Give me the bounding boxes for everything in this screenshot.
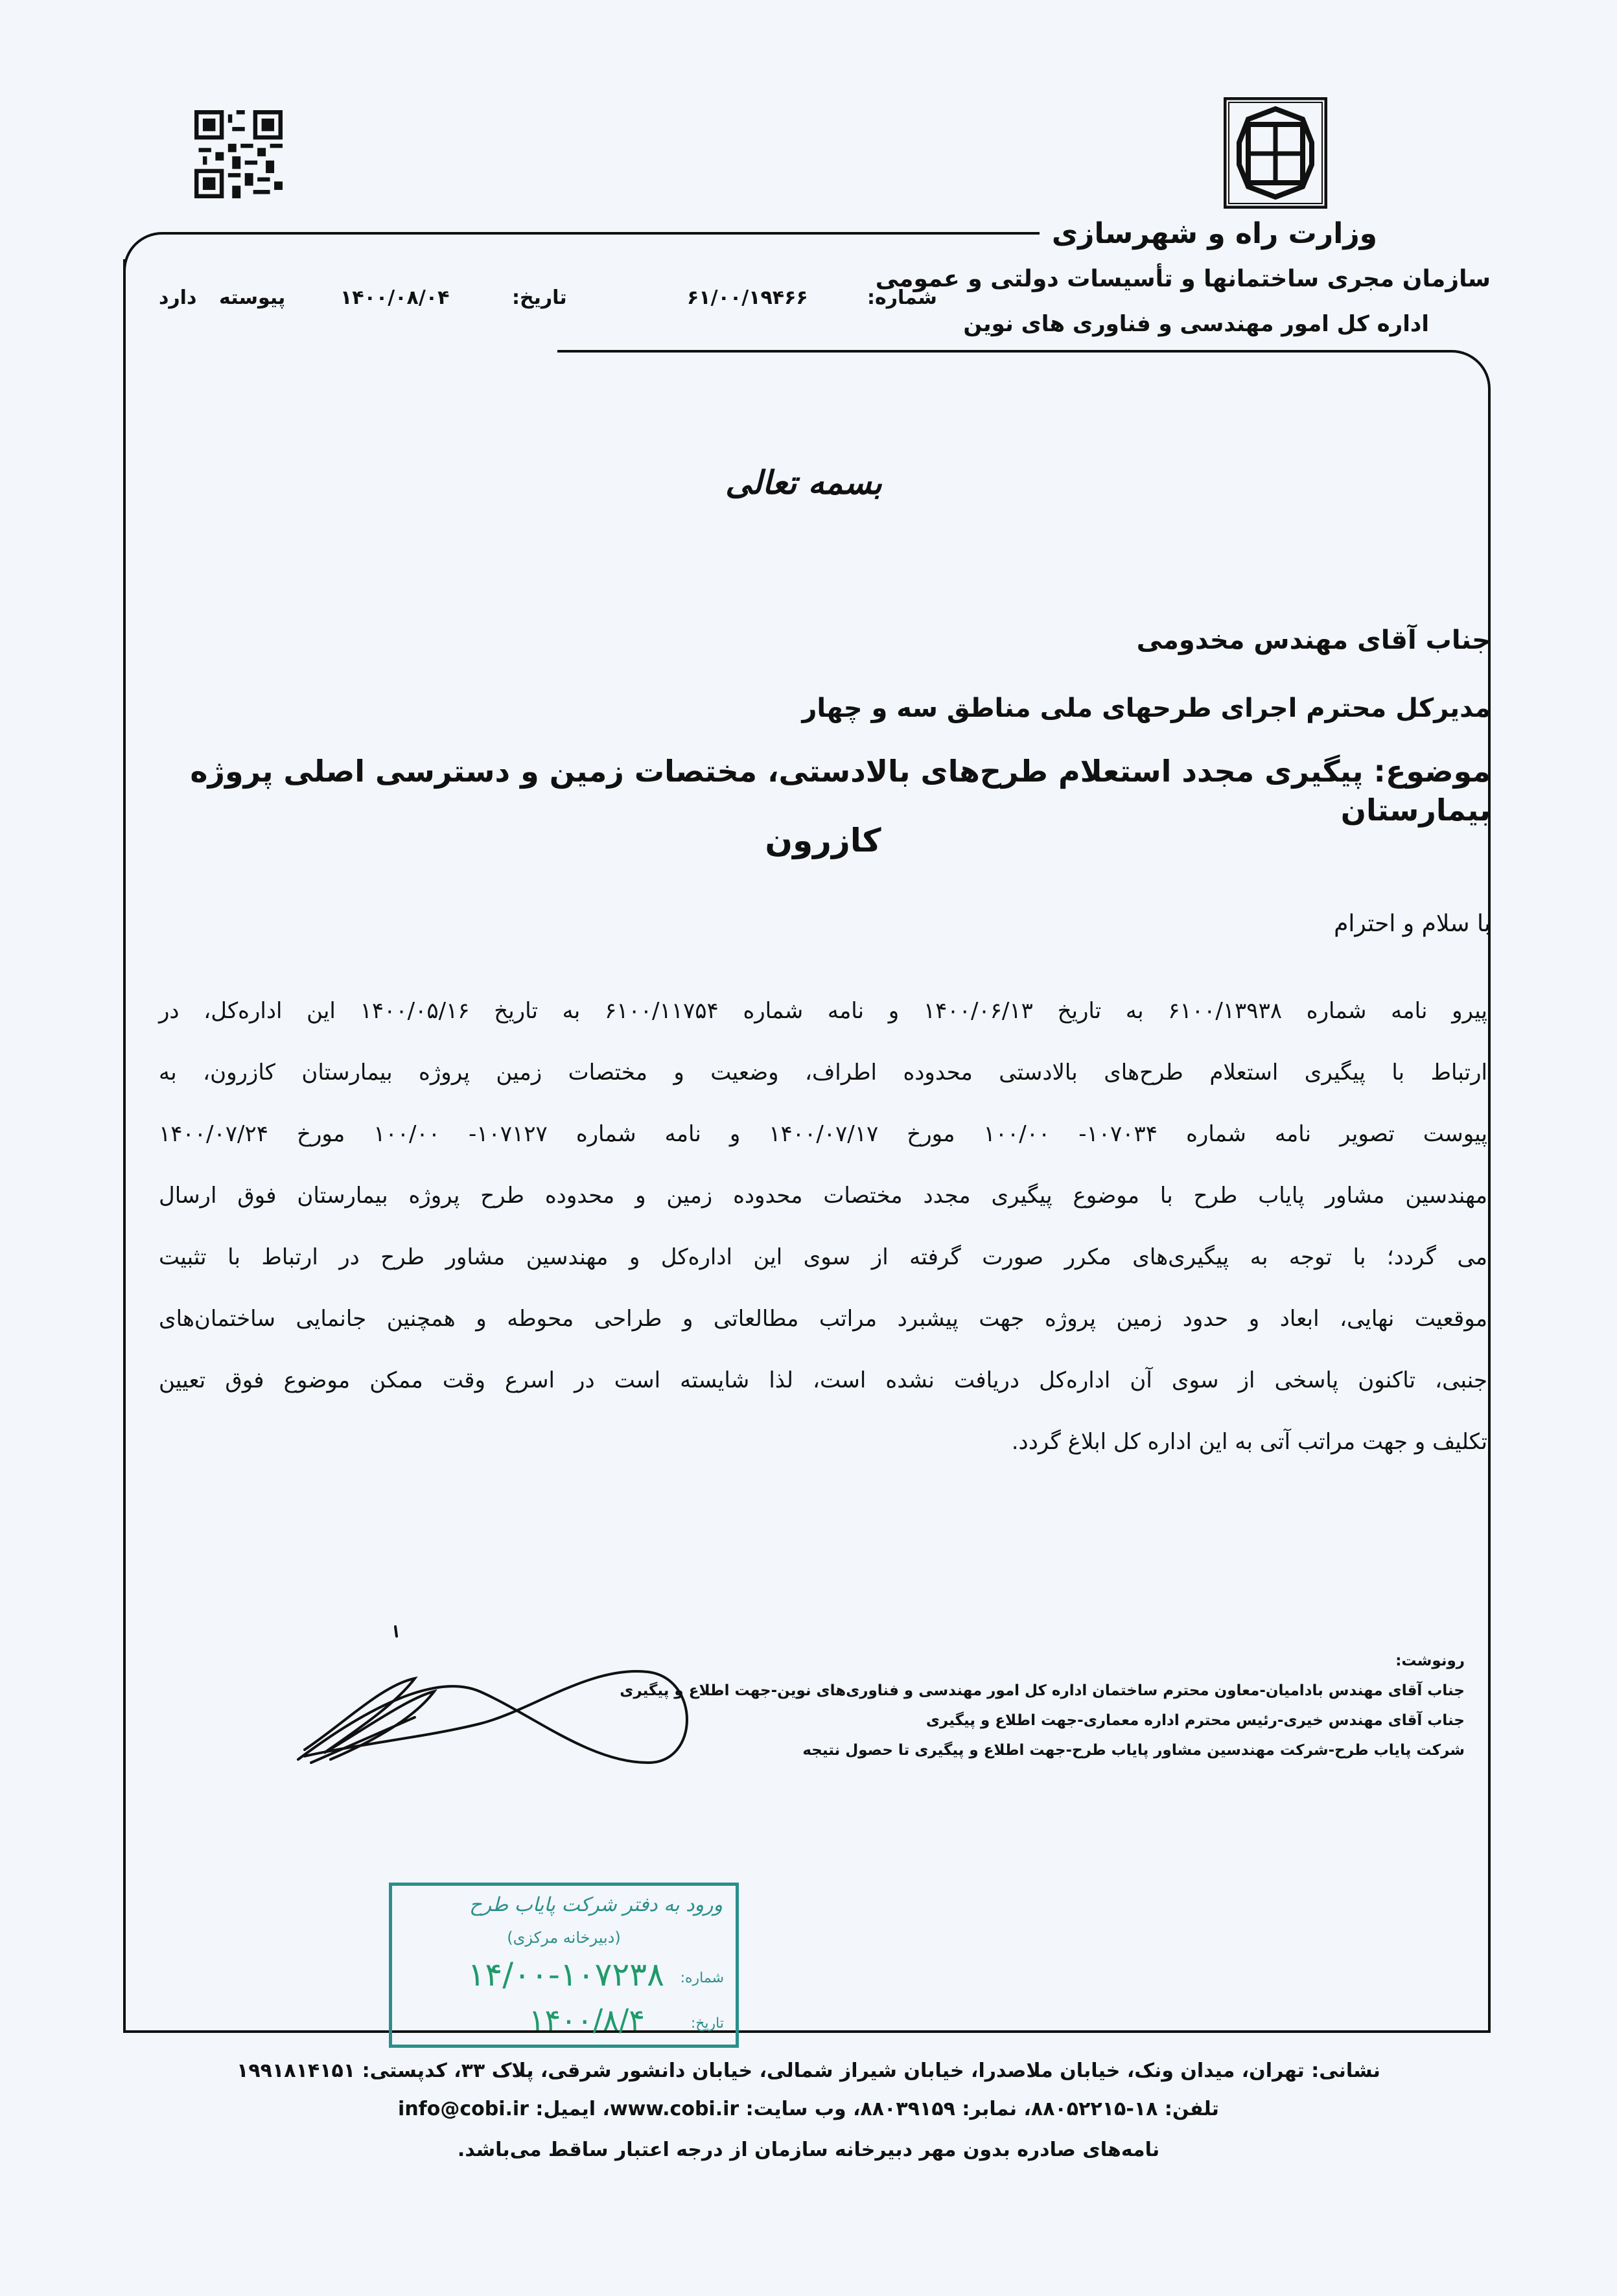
body-line: موقعیت نهایی، ابعاد و حدود زمین پروژه جهت پیشبرد مراتب مطالعاتی و طراحی محوطه و همچنین جانمایی ساختمان‌های [159, 1306, 1487, 1332]
frame-border-left [123, 259, 126, 2032]
stamp-number-value: ۱۴/۰۰-۱۰۷۲۳۸ [467, 1956, 664, 1993]
greeting: با سلام و احترام [1334, 910, 1491, 937]
body-line: جنبی، تاکنون پاسخی از سوی آن اداره‌کل دریافت نشده است، لذا شایسته است در اسرع وقت ممکن موضوع فوق تعیین [159, 1367, 1487, 1393]
frame-border-bottom [123, 2030, 1491, 2033]
frame-border-header-separator [557, 350, 1491, 404]
stamp-subtitle: (دبیرخانه مرکزی) [507, 1929, 621, 1947]
stamp-number-label: شماره: [680, 1970, 724, 1986]
department-name: اداره کل امور مهندسی و فناوری های نوین [963, 311, 1429, 337]
footer-contact: تلفن: ۱۸-۸۸۰۵۲۲۱۵، نمابر: ۸۸۰۳۹۱۵۹، وب سایت: www.cobi.ir، ایمیل: info@cobi.ir [398, 2098, 1219, 2120]
body-line: مهندسین مشاور پایاب طرح با موضوع پیگیری مجدد مختصات محدوده زمین و محدوده طرح پروژه بیمارستان فوق ارسال [159, 1183, 1487, 1209]
footer-notice: نامه‌های صادره بدون مهر دبیرخانه سازمان از درجه اعتبار ساقط می‌باشد. [457, 2139, 1160, 2161]
addressee-title: مدیرکل محترم اجرای طرحهای ملی مناطق سه و چهار [802, 693, 1491, 723]
stamp-date-label: تاریخ: [690, 2015, 724, 2032]
cc-item: جناب آقای مهندس خیری-رئیس محترم اداره معماری-جهت اطلاع و پیگیری [925, 1712, 1465, 1729]
attachment-label: پیوسته [219, 286, 286, 309]
cc-list [363, 1646, 1465, 1765]
body-line: پیرو نامه شماره ۶۱۰۰/۱۳۹۳۸ به تاریخ ۱۴۰۰/۰۶/۱۳ و نامه شماره ۶۱۰۰/۱۱۷۵۴ به تاریخ ۱۴۰۰/۰۵/۱۶ این اداره‌کل، در [159, 998, 1488, 1024]
stamp-date-value: ۱۴۰۰/۸/۴ [528, 2002, 645, 2037]
frame-border-top [123, 232, 1040, 280]
number-label: شماره: [867, 286, 937, 309]
stamp-title: ورود به دفتر شرکت پایاب طرح [469, 1894, 723, 1916]
date-label: تاریخ: [512, 286, 567, 309]
letter-body [159, 985, 1487, 1478]
cc-item: شرکت پایاب طرح-شرکت مهندسین مشاور پایاب طرح-جهت اطلاع و پیگیری تا حصول نتیجه [802, 1742, 1465, 1759]
number-value: ۶۱/۰۰/۱۹۴۶۶ [687, 286, 808, 309]
body-line: تکلیف و جهت مراتب آتی به این اداره کل ابلاغ گردد. [1011, 1429, 1487, 1455]
body-line: می گردد؛ با توجه به پیگیری‌های مکرر صورت گرفته از سوی این اداره‌کل و مهندسین مشاور طرح در ارتباط با تثبیت [159, 1244, 1487, 1270]
qr-code-icon [194, 110, 283, 198]
date-value: ۱۴۰۰/۰۸/۰۴ [340, 286, 450, 309]
footer-address: نشانی: تهران، میدان ونک، خیابان ملاصدرا، خیابان شیراز شمالی، خیابان دانشور شرقی، پلاک ۳۳، کدپستی: ۱۹۹۱۸۱۴۱۵۱ [237, 2059, 1380, 2082]
attachment-value: دارد [159, 286, 197, 309]
ministry-emblem-icon [1224, 97, 1327, 209]
subject-line-continued: کازرون [765, 822, 881, 859]
cc-title: رونوشت: [1395, 1652, 1465, 1669]
addressee-name: جناب آقای مهندس مخدومی [1136, 625, 1491, 655]
subject-line: موضوع: پیگیری مجدد استعلام طرح‌های بالادستی، مختصات زمین و دسترسی اصلی پروژه بیمارستان [190, 754, 1491, 828]
receipt-stamp [389, 1883, 739, 2048]
organization-name: سازمان مجری ساختمانها و تأسیسات دولتی و عمومی [875, 266, 1491, 292]
body-line: ارتباط با پیگیری استعلام طرح‌های بالادستی محدوده اطراف، وضعیت و مختصات زمین پروژه بیمارستان کازرون، به [159, 1060, 1487, 1085]
body-line: پیوست تصویر نامه شماره ۱۰۷۰۳۴- ۱۰۰/۰۰ مورخ ۱۴۰۰/۰۷/۱۷ و نامه شماره ۱۰۷۱۲۷- ۱۰۰/۰۰ مورخ ۱۴۰۰/۰۷/۲۴ [159, 1121, 1488, 1147]
cc-item: جناب آقای مهندس بادامیان-معاون محترم ساختمان اداره کل امور مهندسی و فناوری‌های نوین-جهت اطلاع و پیگیری [620, 1682, 1465, 1699]
ministry-name: وزارت راه و شهرسازی [1051, 217, 1377, 250]
basmala: بسمه تعالی [725, 463, 882, 502]
